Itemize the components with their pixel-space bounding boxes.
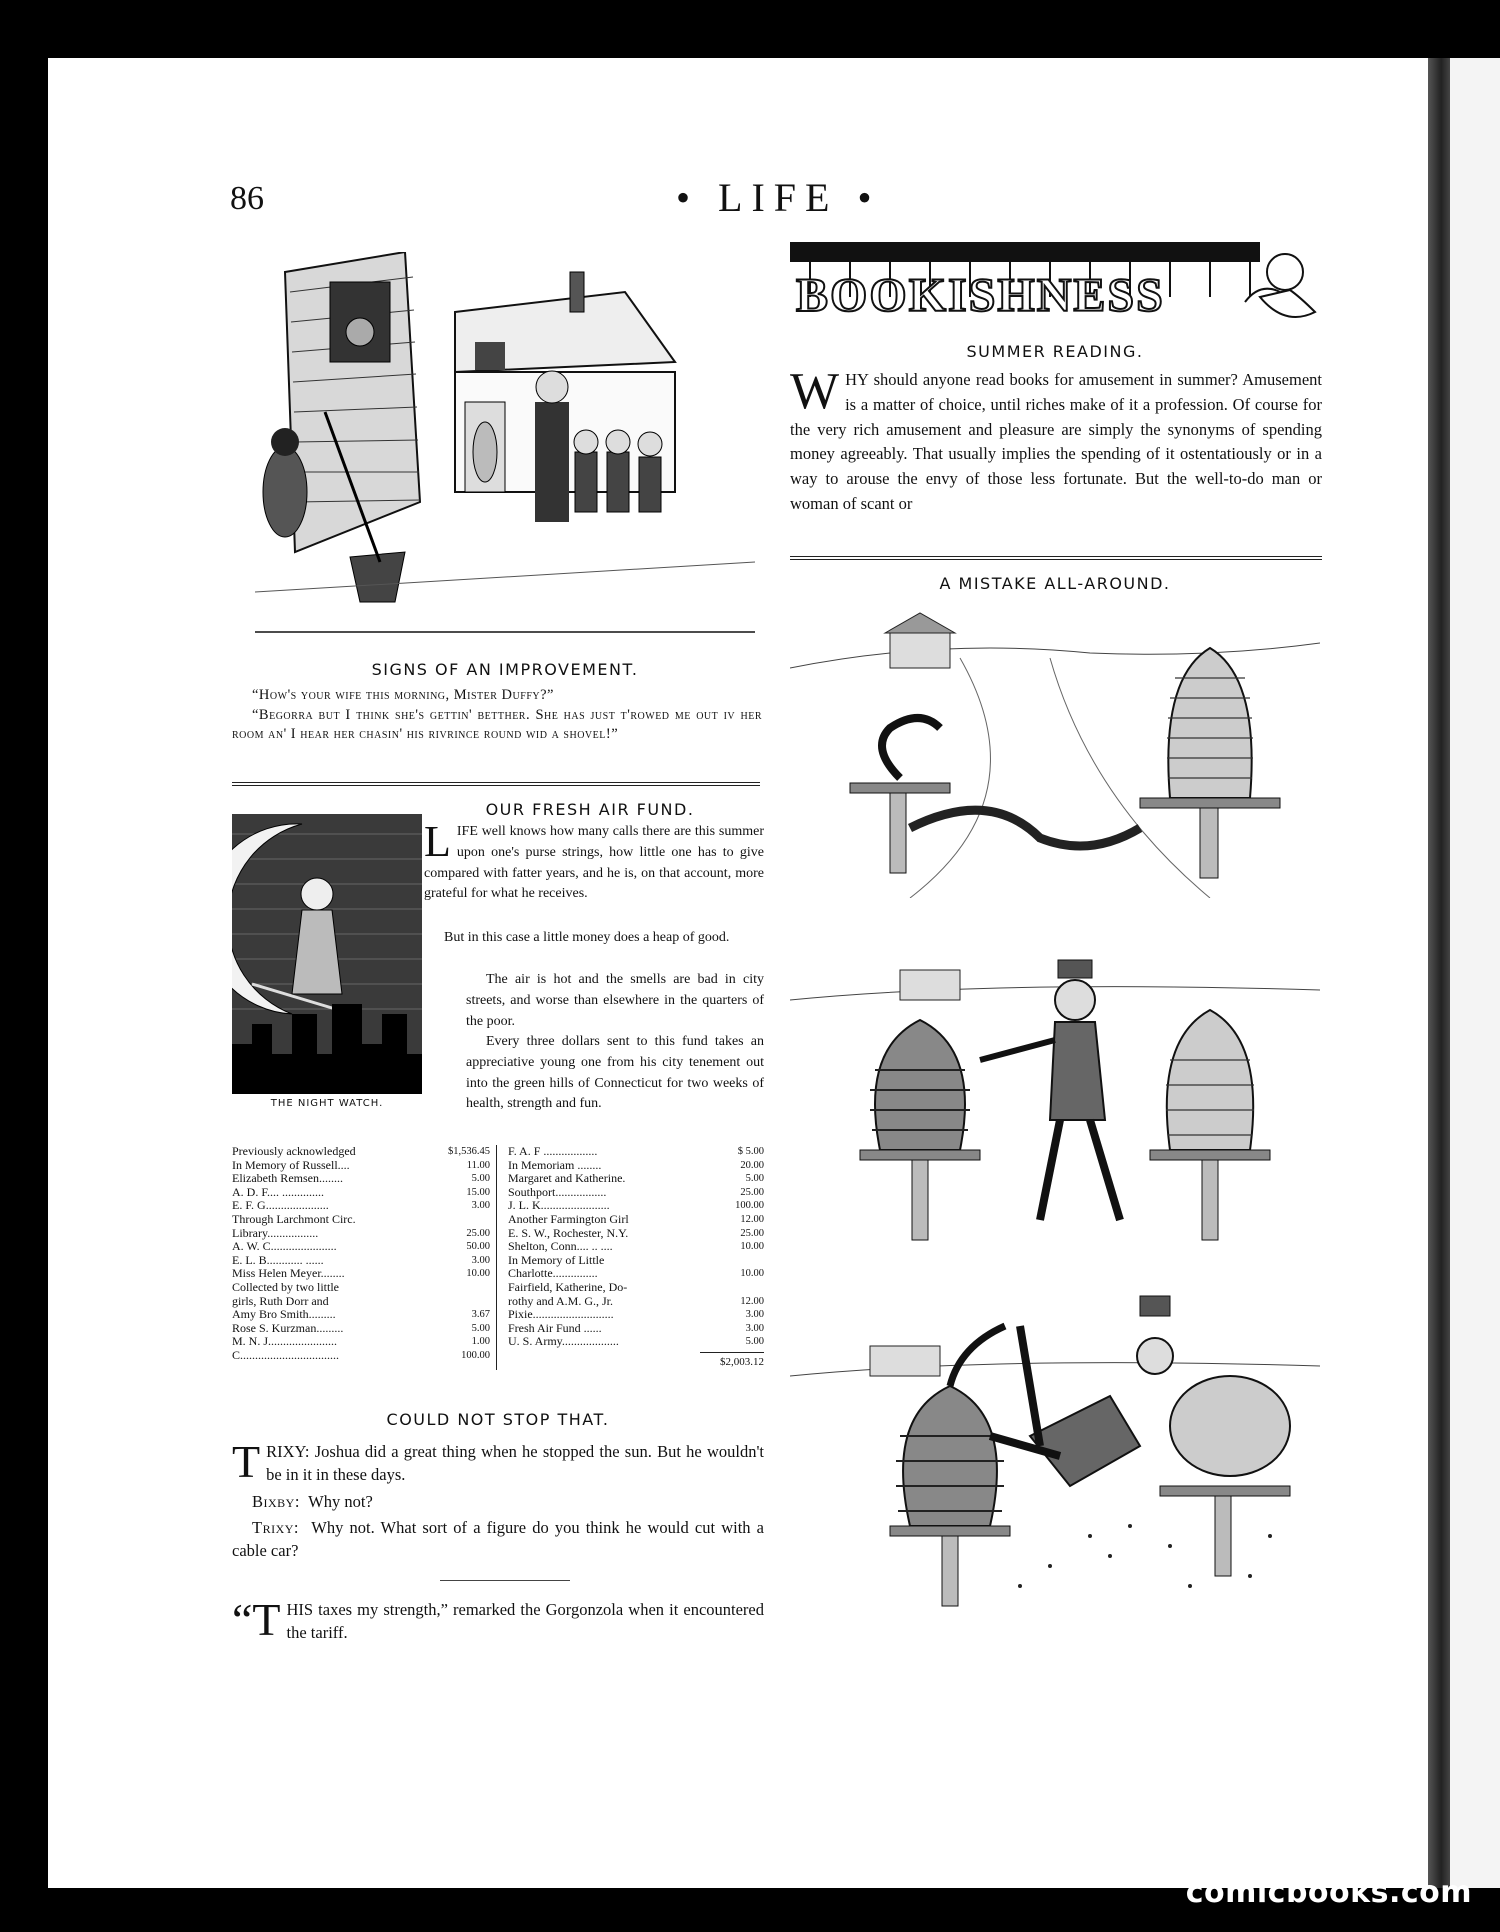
ledger-amount bbox=[444, 1295, 490, 1309]
summer-reading-dropcap: W bbox=[790, 363, 840, 420]
speaker-trixy: Trixy: bbox=[252, 1518, 299, 1537]
ledger-row bbox=[232, 1159, 490, 1173]
improvement-title: SIGNS OF AN IMPROVEMENT. bbox=[371, 660, 639, 679]
page-number: 86 bbox=[230, 180, 264, 217]
ledger-label: Previously acknowledged bbox=[232, 1145, 356, 1158]
ledger-label: A. W. C...................... bbox=[232, 1240, 337, 1254]
gorgonzola-text: HIS taxes my strength,” remarked the Gorgonzola when it encountered the tariff. bbox=[286, 1600, 764, 1642]
ledger-label: A. D. F.... .............. bbox=[232, 1185, 325, 1199]
ledger-amount bbox=[718, 1254, 764, 1268]
fresh-air-paragraph-3: The air is hot and the smells are bad in city streets, and worse than elsewhere in the quarters of the poor. bbox=[466, 972, 764, 1029]
ledger-row bbox=[508, 1186, 764, 1200]
mistake-title: A MISTAKE ALL-AROUND. bbox=[939, 574, 1171, 593]
fresh-air-paragraph-4: Every three dollars sent to this fund takes an appreciative young one from his city tenement out into the green hills of Connecticut for two weeks of health, strength and fun. bbox=[466, 1034, 764, 1112]
speaker-bixby: Bixby: bbox=[252, 1492, 300, 1511]
donation-ledger-right bbox=[508, 1145, 764, 1349]
ledger-row bbox=[232, 1349, 490, 1363]
ledger-amount: $ 5.00 bbox=[737, 1146, 764, 1157]
ledger-row bbox=[232, 1240, 490, 1254]
ledger-row bbox=[232, 1186, 490, 1200]
ledger-amount: 12.00 bbox=[740, 1295, 764, 1307]
ledger-amount bbox=[718, 1281, 764, 1295]
bookishness-banner bbox=[790, 242, 1320, 338]
ledger-label: In Memoriam ........ bbox=[508, 1158, 602, 1172]
short-divider bbox=[440, 1580, 570, 1581]
night-watch-caption: THE NIGHT WATCH. bbox=[270, 1098, 384, 1109]
ledger-divider bbox=[496, 1145, 497, 1370]
fresh-air-paragraph-2: But in this case a little money does a heap of good. bbox=[444, 930, 730, 945]
ledger-label: rothy and A.M. G., Jr. bbox=[508, 1294, 613, 1308]
summer-reading-title: SUMMER READING. bbox=[966, 342, 1144, 361]
could-not-stop-title: COULD NOT STOP THAT. bbox=[386, 1410, 610, 1429]
ledger-amount bbox=[444, 1213, 490, 1227]
ledger-amount: 3.67 bbox=[471, 1309, 490, 1321]
ledger-label: Elizabeth Remsen........ bbox=[232, 1172, 343, 1186]
ledger-row bbox=[232, 1267, 490, 1281]
ledger-total-rule bbox=[700, 1352, 764, 1353]
ledger-row bbox=[508, 1295, 764, 1309]
could-not-stop-line-3 bbox=[232, 1516, 764, 1562]
ledger-row bbox=[508, 1335, 764, 1349]
bookishness-banner-text: BOOKISHNESS bbox=[796, 269, 1165, 322]
gorgonzola-quip bbox=[232, 1594, 764, 1645]
ledger-amount: 5.00 bbox=[745, 1173, 764, 1185]
ledger-label: J. L. K....................... bbox=[508, 1199, 610, 1213]
ledger-row bbox=[508, 1281, 764, 1295]
right-section-divider bbox=[790, 556, 1322, 560]
ledger-amount: 100.00 bbox=[735, 1200, 764, 1212]
ledger-row bbox=[232, 1199, 490, 1213]
page-spine bbox=[1428, 58, 1450, 1888]
ledger-label: U. S. Army................... bbox=[508, 1335, 619, 1349]
ledger-row bbox=[508, 1227, 764, 1241]
ledger-row bbox=[508, 1240, 764, 1254]
ledger-label: C................................. bbox=[232, 1348, 340, 1362]
fresh-air-dropcap: L bbox=[424, 817, 451, 866]
ledger-amount: 3.00 bbox=[745, 1322, 764, 1334]
fresh-air-text-1: IFE well knows how many calls there are this summer upon one's purse strings, how little one has to give compared with fatter years, and he is, on that account, more grateful for what he receives. bbox=[424, 824, 764, 902]
ledger-amount: 5.00 bbox=[745, 1336, 764, 1348]
fresh-air-title: OUR FRESH AIR FUND. bbox=[485, 800, 695, 819]
ledger-row bbox=[232, 1281, 490, 1295]
section-divider bbox=[232, 782, 760, 786]
ledger-label: M. N. J....................... bbox=[232, 1335, 338, 1349]
gorgonzola-dropcap: “T bbox=[232, 1594, 281, 1645]
ledger-label: E. F. G..................... bbox=[232, 1199, 329, 1213]
ledger-row bbox=[232, 1335, 490, 1349]
summer-reading-text bbox=[790, 363, 1322, 517]
ledger-row bbox=[508, 1145, 764, 1159]
ledger-amount: 5.00 bbox=[471, 1322, 490, 1334]
ledger-row bbox=[232, 1254, 490, 1268]
ledger-label: Margaret and Katherine. bbox=[508, 1172, 626, 1186]
ledger-label: Southport................. bbox=[508, 1185, 607, 1199]
ledger-row bbox=[232, 1295, 490, 1309]
ledger-label: Charlotte............... bbox=[508, 1267, 598, 1281]
ledger-amount: 3.00 bbox=[745, 1309, 764, 1321]
ledger-label: Through Larchmont Circ. bbox=[232, 1212, 356, 1226]
ledger-row bbox=[508, 1254, 764, 1268]
ledger-label: girls, Ruth Dorr and bbox=[232, 1294, 329, 1308]
ledger-row bbox=[232, 1322, 490, 1336]
ledger-row bbox=[508, 1199, 764, 1213]
ledger-row bbox=[508, 1322, 764, 1336]
ledger-amount: $1,536.45 bbox=[448, 1146, 490, 1157]
ledger-row bbox=[232, 1213, 490, 1227]
donation-ledger-left bbox=[232, 1145, 490, 1363]
ledger-row bbox=[232, 1227, 490, 1241]
could-not-stop-text-1: RIXY: Joshua did a great thing when he stopped the sun. But he wouldn't be in it in these days. bbox=[266, 1442, 764, 1484]
improvement-line-2: “Begorra but I think she's gettin' betther. She has just t'rowed me out iv her room an' I hear her chasin' his rivrince round wid a shovel!” bbox=[232, 707, 762, 742]
ledger-row bbox=[508, 1213, 764, 1227]
ledger-label: Collected by two little bbox=[232, 1280, 339, 1294]
could-not-stop-dropcap: T bbox=[232, 1436, 261, 1487]
improvement-line-1: “How's your wife this morning, Mister Duffy?” bbox=[252, 687, 554, 703]
masthead-title: • LIFE • bbox=[676, 175, 881, 220]
night-watch-illustration bbox=[232, 814, 422, 1109]
ledger-label: Amy Bro Smith......... bbox=[232, 1308, 336, 1322]
ledger-label: Another Farmington Girl bbox=[508, 1212, 629, 1226]
summer-reading-body: HY should anyone read books for amusement in summer? Amusement is a matter of choice, until riches make of it a profession. Of course for the very rich amusement and pleasure are simply the synonyms of spending money agreeably. That usually implies the spending of it ostentatiously or in a way to arouse the envy of those less fortunate. But the well-to-do man or woman of scant or bbox=[790, 370, 1322, 513]
could-not-stop-text-2: Why not? bbox=[308, 1492, 373, 1511]
fresh-air-paragraph-1 bbox=[424, 817, 764, 905]
ledger-amount: 12.00 bbox=[740, 1213, 764, 1225]
ledger-label: E. L. B............ ...... bbox=[232, 1253, 324, 1267]
ledger-amount: 3.00 bbox=[471, 1254, 490, 1266]
ledger-row bbox=[508, 1159, 764, 1173]
ledger-amount: 25.00 bbox=[740, 1227, 764, 1239]
ledger-label: F. A. F .................. bbox=[508, 1145, 598, 1158]
ledger-amount: 5.00 bbox=[471, 1173, 490, 1185]
could-not-stop-text-3: Why not. What sort of a figure do you think he would cut with a cable car? bbox=[232, 1518, 764, 1560]
ledger-row bbox=[232, 1308, 490, 1322]
ledger-amount: 10.00 bbox=[740, 1268, 764, 1280]
ledger-label: Fresh Air Fund ...... bbox=[508, 1321, 602, 1335]
could-not-stop-line-1 bbox=[232, 1436, 764, 1487]
ledger-label: Library................. bbox=[232, 1226, 319, 1240]
ledger-amount: 10.00 bbox=[740, 1241, 764, 1253]
ledger-amount: 20.00 bbox=[740, 1159, 764, 1171]
facing-page-edge bbox=[1450, 58, 1500, 1888]
ledger-label: Miss Helen Meyer........ bbox=[232, 1267, 345, 1281]
ledger-amount: 11.00 bbox=[466, 1159, 490, 1171]
ledger-row bbox=[232, 1172, 490, 1186]
ledger-total: $2,003.12 bbox=[720, 1356, 764, 1368]
improvement-illustration bbox=[255, 252, 755, 640]
mistake-panel-3 bbox=[790, 1286, 1320, 1616]
ledger-row bbox=[508, 1172, 764, 1186]
mistake-panel-2 bbox=[790, 940, 1320, 1250]
ledger-amount: 25.00 bbox=[740, 1186, 764, 1198]
ledger-row bbox=[508, 1308, 764, 1322]
ledger-amount: 15.00 bbox=[466, 1186, 490, 1198]
ledger-label: In Memory of Little bbox=[508, 1253, 605, 1267]
ledger-amount: 1.00 bbox=[471, 1336, 490, 1348]
mistake-panel-1 bbox=[790, 598, 1320, 898]
ledger-amount: 10.00 bbox=[466, 1268, 490, 1280]
ledger-amount: 100.00 bbox=[461, 1349, 490, 1361]
site-watermark: comicbooks.com bbox=[1185, 1875, 1472, 1910]
ledger-label: In Memory of Russell.... bbox=[232, 1158, 350, 1172]
ledger-amount bbox=[444, 1281, 490, 1295]
ledger-label: Fairfield, Katherine, Do- bbox=[508, 1280, 628, 1294]
ledger-label: Shelton, Conn.... .. .... bbox=[508, 1240, 613, 1254]
ledger-label: Rose S. Kurzman......... bbox=[232, 1321, 344, 1335]
ledger-row bbox=[508, 1267, 764, 1281]
ledger-amount: 3.00 bbox=[471, 1200, 490, 1212]
ledger-amount: 25.00 bbox=[466, 1227, 490, 1239]
ledger-label: E. S. W., Rochester, N.Y. bbox=[508, 1226, 629, 1240]
ledger-label: Pixie........................... bbox=[508, 1308, 614, 1322]
ledger-amount: 50.00 bbox=[466, 1241, 490, 1253]
could-not-stop-line-2 bbox=[252, 1490, 764, 1513]
ledger-row bbox=[232, 1145, 490, 1159]
